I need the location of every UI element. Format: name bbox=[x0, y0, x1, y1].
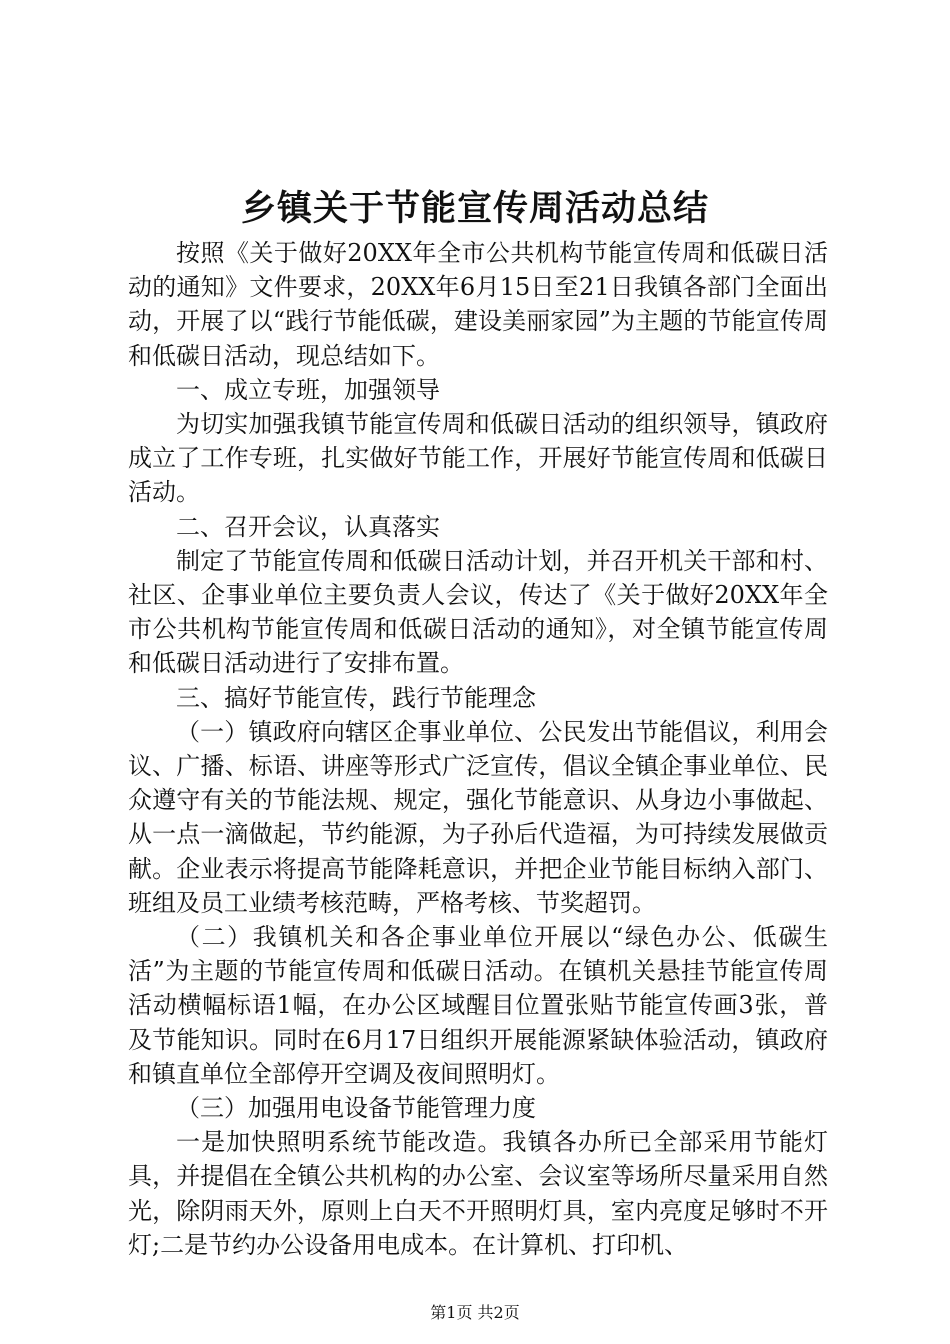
paragraph: （二）我镇机关和各企事业单位开展以“绿色办公、低碳生活”为主题的节能宣传周和低碳日活动。在镇机关悬挂节能宣传周活动横幅标语1幅，在办公区域醒目位置张贴节能宣传画3张，普及节能知识。同时在6月17日组织开展能源紧缺体验活动，镇政府和镇直单位全部停开空调及夜间照明灯。 bbox=[128, 923, 828, 1088]
section-heading-3: 三、搞好节能宣传，践行节能理念 bbox=[176, 683, 536, 712]
paragraph: （一）镇政府向辖区企事业单位、公民发出节能倡议，利用会议、广播、标语、讲座等形式广泛宣传，倡议全镇企事业单位、民众遵守有关的节能法规、规定，强化节能意识、从身边小事做起、从一点一滴做起，节约能源，为子孙后代造福，为可持续发展做贡献。企业表示将提高节能降耗意识，并把企业节能目标纳入部门、班组及员工业绩考核范畴，严格考核、节奖超罚。 bbox=[128, 717, 828, 917]
subsection-heading: （三）加强用电设备节能管理力度 bbox=[176, 1094, 536, 1123]
document-body bbox=[128, 236, 828, 1262]
section-heading-1: 一、成立专班，加强领导 bbox=[176, 375, 440, 404]
paragraph: 为切实加强我镇节能宣传周和低碳日活动的组织领导，镇政府成立了工作专班，扎实做好节能工作，开展好节能宣传周和低碳日活动。 bbox=[128, 410, 828, 507]
paragraph: 制定了节能宣传周和低碳日活动计划，并召开机关干部和村、社区、企事业单位主要负责人会议，传达了《关于做好20XX年全市公共机构节能宣传周和低碳日活动的通知》，对全镇节能宣传周和低碳日活动进行了安排布置。 bbox=[128, 546, 828, 678]
paragraph-intro: 按照《关于做好20XX年全市公共机构节能宣传周和低碳日活动的通知》文件要求，20XX年6月15日至21日我镇各部门全面出动，开展了以“践行节能低碳，建设美丽家园”为主题的节能宣传周和低碳日活动，现总结如下。 bbox=[128, 239, 828, 370]
section-heading-2: 二、召开会议，认真落实 bbox=[176, 512, 440, 541]
page-footer: 第1页 共2页 bbox=[430, 1303, 520, 1322]
paragraph: 一是加快照明系统节能改造。我镇各办所已全部采用节能灯具，并提倡在全镇公共机构的办公室、会议室等场所尽量采用自然光，除阴雨天外，原则上白天不开照明灯具，室内亮度足够时不开灯;二是节约办公设备用电成本。在计算机、打印机、 bbox=[128, 1128, 828, 1259]
document-title: 乡镇关于节能宣传周活动总结 bbox=[240, 188, 709, 229]
